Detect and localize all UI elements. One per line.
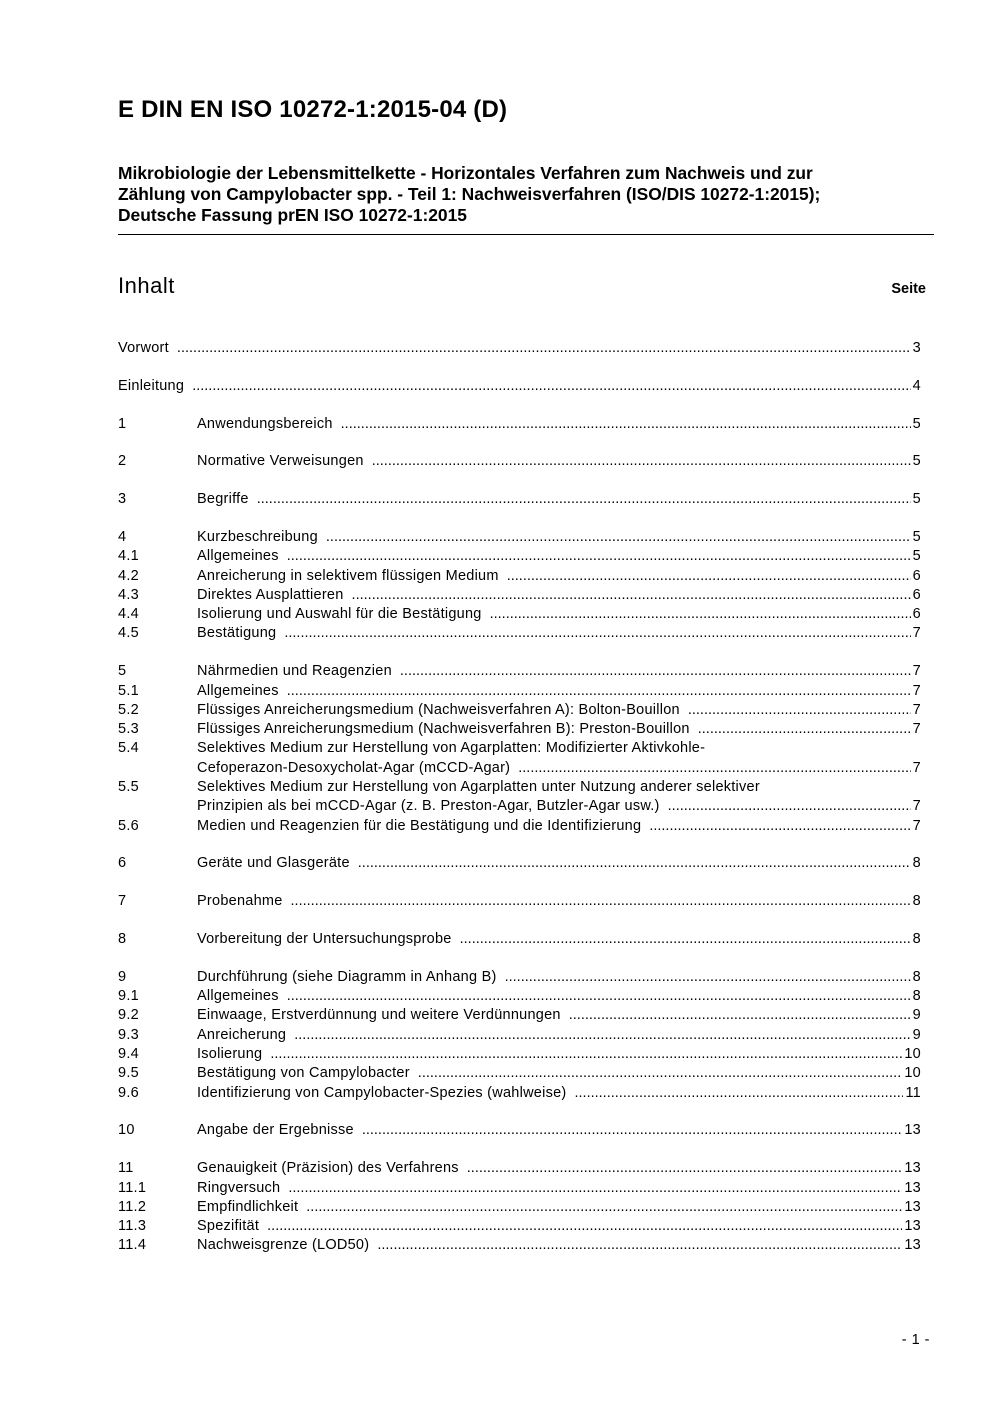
toc-entry-page: 10 [904, 1046, 921, 1063]
toc-entry[interactable] [118, 1006, 921, 1025]
toc-entry-title: Anreicherung in selektivem flüssigen Medium [197, 567, 499, 584]
toc-entry-title: Empfindlichkeit [197, 1198, 299, 1215]
toc-entry-title: Nachweisgrenze (LOD50) [197, 1237, 370, 1254]
dot-leader [294, 1026, 910, 1045]
dot-leader [569, 1006, 911, 1025]
dot-leader [505, 968, 911, 987]
toc-entry-number: 4.1 [118, 548, 139, 565]
toc-entry-page: 9 [912, 1007, 921, 1024]
dot-leader [507, 567, 911, 586]
toc-section [118, 662, 921, 836]
dot-leader [257, 490, 911, 509]
toc-entry-page: 7 [912, 682, 921, 699]
page-number: - 1 - [901, 1332, 930, 1348]
toc-entry-number: 8 [118, 931, 127, 948]
toc-entry-number: 6 [118, 855, 127, 872]
toc-entry-title: Prinzipien als bei mCCD-Agar (z. B. Preston-Agar, Butzler-Agar usw.) [197, 798, 660, 815]
toc-entry-page: 7 [912, 625, 921, 642]
toc-entry-page: 13 [904, 1198, 921, 1215]
toc-entry[interactable] [118, 987, 921, 1006]
toc-section [118, 339, 921, 358]
toc-entry-title: Identifizierung von Campylobacter-Spezies (wahlweise) [197, 1084, 567, 1101]
toc-entry[interactable] [118, 1064, 921, 1083]
toc-entry-number: 5.4 [118, 740, 139, 757]
toc-entry[interactable] [118, 1159, 921, 1178]
toc-entry[interactable] [118, 854, 921, 873]
toc-section [118, 377, 921, 396]
toc-entry-number: 5.2 [118, 701, 139, 718]
toc-entry[interactable] [118, 605, 921, 624]
toc-entry-page: 8 [912, 893, 921, 910]
toc-entry-number: 5 [118, 663, 127, 680]
toc-entry-number: 11.1 [118, 1179, 147, 1196]
toc-entry-page: 9 [912, 1026, 921, 1043]
title-divider [118, 234, 934, 235]
dot-leader [649, 817, 910, 836]
document-title [118, 163, 934, 226]
toc-entry-page: 3 [912, 340, 921, 356]
toc-entry-page: 13 [904, 1160, 921, 1177]
toc-entry[interactable] [118, 1179, 921, 1198]
dot-leader [341, 415, 911, 434]
toc-section [118, 528, 921, 644]
toc-entry-page: 6 [912, 606, 921, 623]
toc-entry-title: Nährmedien und Reagenzien [197, 663, 392, 680]
toc-entry-page: 5 [912, 453, 921, 470]
toc-entry-number: 4.4 [118, 606, 139, 623]
toc-entry[interactable] [118, 1026, 921, 1045]
toc-entry-page: 8 [912, 931, 921, 948]
toc-entry-page: 7 [912, 721, 921, 738]
dot-leader [326, 528, 911, 547]
table-of-contents [118, 339, 921, 1274]
toc-entry-title: Normative Verweisungen [197, 453, 364, 470]
toc-entry-page: 7 [912, 759, 921, 776]
toc-entry[interactable] [118, 1121, 921, 1140]
toc-entry[interactable] [118, 490, 921, 509]
toc-entry-number: 9.6 [118, 1084, 139, 1101]
toc-entry-title: Begriffe [197, 491, 249, 508]
toc-entry-title: Durchführung (siehe Diagramm in Anhang B) [197, 968, 497, 985]
dot-leader [306, 1198, 902, 1217]
toc-entry-page: 8 [912, 855, 921, 872]
toc-entry-title: Vorwort [118, 340, 169, 356]
toc-entry-number: 9.1 [118, 988, 139, 1005]
dot-leader [372, 452, 911, 471]
toc-entry[interactable] [118, 528, 921, 547]
toc-entry-page: 13 [904, 1122, 921, 1139]
toc-entry-number: 9.4 [118, 1046, 139, 1063]
dot-leader [688, 701, 911, 720]
document-id: E DIN EN ISO 10272-1:2015-04 (D) [118, 96, 508, 123]
toc-entry-title: Ringversuch [197, 1179, 281, 1196]
toc-entry-number: 9.5 [118, 1065, 139, 1082]
toc-heading: Inhalt [118, 273, 175, 298]
toc-entry[interactable] [118, 377, 921, 396]
toc-entry[interactable] [118, 339, 921, 358]
toc-entry-page: 13 [904, 1179, 921, 1196]
toc-entry-number: 5.6 [118, 817, 139, 834]
toc-entry-page: 13 [904, 1237, 921, 1254]
toc-entry-title: Isolierung [197, 1046, 263, 1063]
toc-entry[interactable] [118, 1198, 921, 1217]
toc-entry-title: Isolierung und Auswahl für die Bestätigung [197, 606, 482, 623]
toc-entry-title: Anreicherung [197, 1026, 287, 1043]
toc-section [118, 1121, 921, 1140]
toc-entry-page: 11 [905, 1084, 921, 1101]
toc-entry-title: Vorbereitung der Untersuchungsprobe [197, 931, 452, 948]
toc-entry-page: 6 [912, 586, 921, 603]
toc-entry-number: 4.3 [118, 586, 139, 603]
toc-entry-page: 8 [912, 968, 921, 985]
toc-entry-title: Anwendungsbereich [197, 415, 333, 432]
toc-entry-page: 4 [912, 377, 921, 394]
dot-leader [460, 930, 911, 949]
toc-entry-page: 5 [912, 548, 921, 565]
toc-entry-number: 11.4 [118, 1237, 147, 1254]
dot-leader [352, 586, 911, 605]
toc-entry-page: 7 [912, 701, 921, 718]
toc-section [118, 854, 921, 873]
toc-entry-number: 9.2 [118, 1007, 139, 1024]
toc-entry[interactable] [118, 817, 921, 836]
dot-leader [287, 682, 911, 701]
toc-entry-number: 7 [118, 893, 127, 910]
toc-entry-title: Selektives Medium zur Herstellung von Agarplatten: Modifizierter Aktivkohle- [197, 740, 706, 757]
toc-entry-page: 13 [904, 1218, 921, 1235]
toc-section [118, 1159, 921, 1255]
dot-leader [358, 854, 911, 873]
toc-section [118, 452, 921, 471]
toc-entry-number: 10 [118, 1122, 135, 1139]
dot-leader [288, 1179, 902, 1198]
title-line: Zählung von Campylobacter spp. - Teil 1: Nachweisverfahren (ISO/DIS 10272-1:2015); [118, 184, 821, 204]
toc-entry[interactable] [118, 567, 921, 586]
toc-section [118, 892, 921, 911]
toc-entry-page: 8 [912, 988, 921, 1005]
toc-entry[interactable] [118, 1236, 921, 1255]
toc-entry-page: 7 [912, 798, 921, 815]
dot-leader [418, 1064, 903, 1083]
toc-entry-title: Cefoperazon-Desoxycholat-Agar (mCCD-Agar) [197, 759, 511, 776]
toc-entry[interactable] [118, 586, 921, 605]
toc-entry[interactable] [118, 662, 921, 681]
toc-entry-number: 11 [118, 1160, 134, 1177]
toc-entry[interactable] [118, 1045, 921, 1064]
toc-entry-title: Geräte und Glasgeräte [197, 855, 350, 872]
toc-entry-title: Kurzbeschreibung [197, 528, 318, 545]
toc-entry[interactable] [118, 701, 921, 720]
toc-entry-page: 5 [912, 491, 921, 508]
toc-entry[interactable] [118, 968, 921, 987]
toc-page-column-label: Seite [891, 281, 926, 297]
toc-entry[interactable] [118, 720, 921, 739]
toc-entry-number: 3 [118, 491, 127, 508]
toc-entry-number: 4 [118, 528, 127, 545]
toc-entry[interactable] [118, 415, 921, 434]
toc-section [118, 968, 921, 1103]
dot-leader [291, 892, 911, 911]
dot-leader [467, 1159, 903, 1178]
dot-leader [377, 1236, 902, 1255]
toc-entry[interactable] [118, 547, 921, 566]
toc-entry-title: Allgemeines [197, 548, 279, 565]
toc-entry-title: Flüssiges Anreicherungsmedium (Nachweisverfahren B): Preston-Bouillon [197, 721, 690, 738]
toc-entry-page: 7 [912, 817, 921, 834]
toc-entry-page: 7 [912, 663, 921, 680]
toc-entry-number: 9 [118, 968, 127, 985]
toc-section [118, 930, 921, 949]
dot-leader [287, 987, 911, 1006]
toc-entry-title: Probenahme [197, 893, 283, 910]
toc-entry-number: 11.3 [118, 1218, 147, 1235]
toc-entry[interactable] [118, 452, 921, 471]
toc-entry[interactable] [118, 892, 921, 911]
dot-leader [177, 339, 911, 358]
toc-entry-title: Genauigkeit (Präzision) des Verfahrens [197, 1160, 459, 1177]
toc-entry-number: 11.2 [118, 1198, 147, 1215]
toc-section [118, 490, 921, 509]
toc-entry-number: 1 [118, 415, 127, 432]
toc-entry-title: Bestätigung [197, 625, 277, 642]
dot-leader [192, 377, 910, 396]
toc-entry[interactable] [118, 930, 921, 949]
toc-entry[interactable] [118, 778, 921, 817]
dot-leader [574, 1084, 903, 1103]
toc-entry-title: Angabe der Ergebnisse [197, 1122, 354, 1139]
toc-entry[interactable] [118, 624, 921, 643]
toc-entry-title: Flüssiges Anreicherungsmedium (Nachweisverfahren A): Bolton-Bouillon [197, 701, 680, 718]
dot-leader [698, 720, 911, 739]
toc-entry-title: Direktes Ausplattieren [197, 586, 344, 603]
toc-entry[interactable] [118, 739, 921, 778]
title-line: Deutsche Fassung prEN ISO 10272-1:2015 [118, 205, 467, 225]
toc-entry-title: Selektives Medium zur Herstellung von Agarplatten unter Nutzung anderer selektiver [197, 779, 760, 796]
toc-section [118, 415, 921, 434]
dot-leader [362, 1121, 903, 1140]
toc-entry[interactable] [118, 682, 921, 701]
dot-leader [400, 662, 911, 681]
toc-entry-title: Allgemeines [197, 682, 279, 699]
toc-entry-title: Spezifität [197, 1218, 260, 1235]
toc-entry-number: 4.5 [118, 625, 139, 642]
toc-entry-title: Einleitung [118, 377, 185, 394]
toc-entry-page: 5 [912, 528, 921, 545]
toc-entry-page: 6 [912, 567, 921, 584]
toc-entry-title: Bestätigung von Campylobacter [197, 1065, 410, 1082]
toc-entry[interactable] [118, 1084, 921, 1103]
toc-entry[interactable] [118, 1217, 921, 1236]
toc-entry-number: 5.5 [118, 779, 139, 796]
toc-entry-title: Einwaage, Erstverdünnung und weitere Verdünnungen [197, 1007, 561, 1024]
toc-entry-number: 2 [118, 453, 127, 470]
dot-leader [270, 1045, 902, 1064]
toc-entry-number: 9.3 [118, 1026, 139, 1043]
toc-entry-title: Medien und Reagenzien für die Bestätigung und die Identifizierung [197, 817, 642, 834]
dot-leader [518, 759, 910, 778]
toc-entry-page: 5 [912, 415, 921, 432]
toc-entry-page: 10 [904, 1065, 921, 1082]
dot-leader [668, 797, 911, 816]
toc-entry-title: Allgemeines [197, 988, 279, 1005]
toc-entry-number: 5.1 [118, 682, 139, 699]
title-line: Mikrobiologie der Lebensmittelkette - Horizontales Verfahren zum Nachweis und zur [118, 163, 813, 183]
dot-leader [287, 547, 911, 566]
dot-leader [490, 605, 911, 624]
dot-leader [267, 1217, 902, 1236]
toc-entry-number: 4.2 [118, 567, 139, 584]
dot-leader [284, 624, 910, 643]
toc-entry-number: 5.3 [118, 721, 139, 738]
